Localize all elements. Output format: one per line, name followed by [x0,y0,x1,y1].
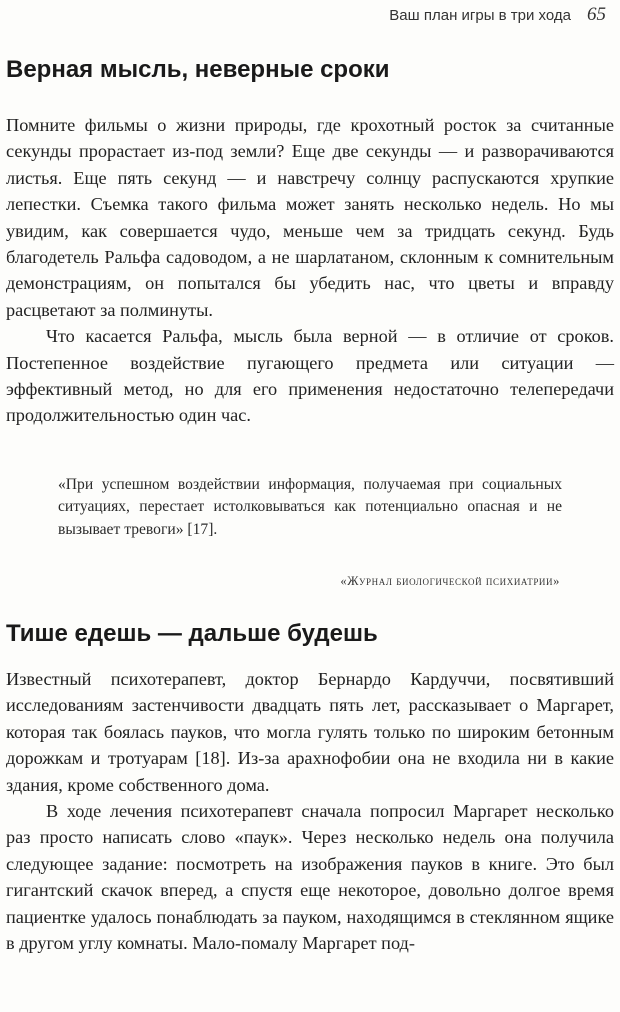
paragraph: Известный психотерапевт, доктор Бернардо Кардуччи, посвятивший исследованиям застенчивости двадцать пять лет, рассказывает о Маргарет, которая так боялась пауков, что могла гулять только по широким бетонным дорожкам и тротуарам [18]. Из-за арахнофобии она не входила ни в какие здания, кроме собственного дома. [6,669,614,795]
section-heading-2: Тише едешь — дальше будешь [6,620,378,647]
section-heading-1: Верная мысль, неверные сроки [6,56,390,83]
running-title: Ваш план игры в три хода [389,7,571,24]
paragraph: Что касается Ральфа, мысль была верной — в отличие от сроков. Постепенное воздействие пугающего предмета или ситуации — эффективный метод, но для его применения недостаточно телепередачи продолжительностью один час. [6,326,614,426]
section-1-body [6,112,614,429]
paragraph: Помните фильмы о жизни природы, где крохотный росток за считанные секунды прорастает из-под земли? Еще две секунды — и разворачиваются листья. Еще пять секунд — и навстречу солнцу распускаются хрупкие лепестки. Съемка такого фильма может занять несколько недель. Но мы увидим, как совершается чудо, меньше чем за тридцать секунд. Будь благодетель Ральфа садоводом, а не шарлатаном, склонным к сомнительным демонстрациям, он попытался бы убедить нас, что цветы и вправду расцветают за полминуты. [6,115,614,320]
section-2-body [6,666,614,956]
paragraph: В ходе лечения психотерапевт сначала попросил Маргарет несколько раз просто написать слово «паук». Через несколько недель она получила следующее задание: посмотреть на изображения пауков в книге. Это был гигантский скачок вперед, а спустя еще некоторое, довольно долгое время пациентке удалось понаблюдать за пауком, находящимся в стеклянном ящике в другом углу комнаты. Мало-помалу Маргарет под- [6,801,614,954]
epigraph-quote [58,474,562,541]
quote-text: «При успешном воздействии информация, получаемая при социальных ситуациях, перестает истолковываться как потенциально опасная и не вызывает тревоги» [17]. [58,476,562,538]
running-header [389,4,606,26]
page-number: 65 [587,4,606,25]
quote-source: «Журнал биологической психиатрии» [340,574,560,588]
